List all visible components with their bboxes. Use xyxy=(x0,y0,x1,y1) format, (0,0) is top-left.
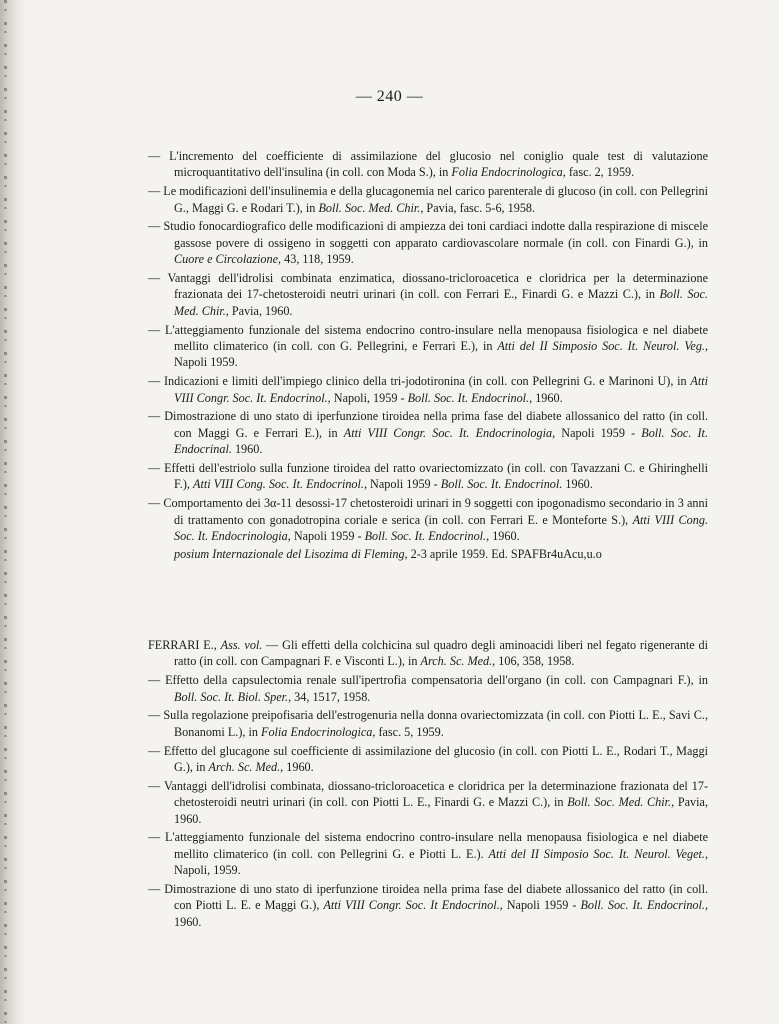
entry-lead: — xyxy=(148,322,166,337)
citation-journal: Cuore e Circolazione, xyxy=(174,252,282,267)
publication-entry xyxy=(148,270,708,319)
entry-lead: — xyxy=(148,461,165,476)
publication-entry xyxy=(148,707,708,740)
entry-lead: — xyxy=(148,496,164,511)
citation-journal: Arch. Sc. Med., xyxy=(420,654,496,669)
publication-entry xyxy=(148,829,708,878)
citation-journal: Atti VIII Congr. Soc. It. Endocrinologia, xyxy=(343,425,556,440)
entry-lead: — xyxy=(148,673,166,688)
publication-entry xyxy=(148,460,708,493)
entry-lead: — xyxy=(148,149,170,163)
citation-text: fasc. 2, 1959. xyxy=(565,165,635,180)
citation-text: Napoli 1959 - xyxy=(367,477,441,492)
entry-lead: — xyxy=(148,708,164,723)
citation-text: 43, 118, 1959. xyxy=(281,252,354,267)
citation-text: 106, 358, 1958. xyxy=(495,654,575,669)
author-role: Ass. vol. xyxy=(220,638,263,652)
citation-text: 1960. xyxy=(231,442,263,457)
entry-lead: — xyxy=(148,409,165,424)
citation-text: Gli effetti della colchicina sul quadro degli aminoacidi liberi nel fegato rigenerante di ratto (in coll. con Campagnari F. e Visconti L.), in xyxy=(174,638,709,669)
citation-text: Napoli 1959 - xyxy=(290,529,365,544)
citation-journal: Atti del II Simposio Soc. It. Neurol. Veget., xyxy=(488,846,708,861)
publication-list-section-2 xyxy=(148,637,708,933)
citation-text: Pavia, 1960. xyxy=(228,303,293,318)
citation-text: Napoli, 1959 - xyxy=(330,390,408,405)
publication-list-section-1 xyxy=(148,148,708,565)
citation-text: Pavia, fasc. 5-6, 1958. xyxy=(423,200,536,215)
publication-entry xyxy=(148,672,708,705)
citation-journal: Arch. Sc. Med., xyxy=(208,760,284,775)
citation-text: L'atteggiamento funzionale del sistema endocrino contro-insulare nella menopausa fisiologica e nel diabete mellito climaterico (in coll. con Pellegrini G. e Piotti L. E.). xyxy=(165,830,708,861)
publication-entry xyxy=(148,218,708,267)
citation-journal: Atti del II Simposio Soc. It. Neurol. Veg., xyxy=(497,339,709,354)
citation-journal: Folia Endocrinologica, xyxy=(451,165,566,180)
citation-text: 1960. xyxy=(489,529,520,544)
citation-text: L'atteggiamento funzionale del sistema endocrino contro-insulare nella menopausa fisiologica e nel diabete mellito climaterico (in coll. con G. Pellegrini, e Ferrari E.), in xyxy=(165,322,708,354)
entry-lead: FERRARI E., xyxy=(148,638,221,652)
citation-text: fasc. 5, 1959. xyxy=(375,724,444,739)
publication-entry xyxy=(148,743,708,776)
citation-text: Effetto della capsulectomia renale sull'ipertrofia compensatoria dell'organo (in coll. con Campagnari F.), in xyxy=(165,673,708,688)
publication-entry xyxy=(148,373,708,406)
entry-lead: — xyxy=(148,374,164,389)
citation-text: 1960. xyxy=(562,477,593,492)
publication-entry xyxy=(148,183,708,216)
citation-text: 1960. xyxy=(283,760,314,775)
citation-text: Comportamento dei 3α-11 desossi-17 chetosteroidi urinari in 9 soggetti con ipogonadismo secondario in 3 anni di trattamento con gonadotropina coriale e serica (in coll. con Ferrari E. e Monteforte S.), xyxy=(163,496,709,527)
citation-text: Studio fonocardiografico delle modificazioni di ampiezza dei toni cardiaci indotte dalla respirazione di miscele gassose povere di ossigeno in soggetti con apparato cardiovascolare normale (in coll. con Finardi G.), in xyxy=(163,219,709,250)
citation-text: 2-3 aprile 1959. Ed. SPAFBr4uAcu,u.o xyxy=(407,546,602,561)
citation-text: Le modificazioni dell'insulinemia e della glucagonemia nel carico parenterale di glucoso (in coll. con Pellegrini G., Maggi G. e Rodari T.), in xyxy=(163,184,709,215)
publication-entry xyxy=(148,322,708,371)
page-number: — 240 — xyxy=(355,88,424,105)
publication-entry xyxy=(148,148,708,181)
citation-journal: posium Internazionale del Lisozima di Fleming, xyxy=(174,546,408,561)
entry-lead: — xyxy=(148,882,165,897)
entry-lead: — xyxy=(148,830,166,845)
citation-text: Napoli 1959. xyxy=(174,355,238,370)
citation-text: Napoli 1959 - xyxy=(555,425,642,440)
citation-text: Effetto del glucagone sul coefficiente di assimilazione del glucosio (in coll. con Piotti L. E., Rodari T., Maggi G.), in xyxy=(163,743,708,775)
citation-text: 1960. xyxy=(532,390,563,405)
entry-lead: — xyxy=(148,271,168,286)
citation-text: L'incremento del coefficiente di assimilazione del glucosio nel coniglio quale test di valutazione microquantitativo dell'insulina (in coll. con Moda S.), in xyxy=(169,149,708,180)
citation-text: Vantaggi dell'idrolisi combinata, diossano-tricloroacetica e cloridrica per la determinazione frazionata del 17-chetosteroidi neutri urinari (in coll. con Piotti L. E., Finardi G. e Mazzi C.), in xyxy=(163,778,709,810)
scan-edge-shadow xyxy=(0,0,26,1024)
entry-lead: — xyxy=(148,743,164,758)
citation-journal: Boll. Soc. It. Endocrinol. xyxy=(440,477,563,492)
citation-journal: Folia Endocrinologica, xyxy=(261,724,376,739)
citation-text: Dimostrazione di uno stato di iperfunzione tiroidea nella prima fase del diabete allossanico del ratto (in coll. con Maggi G. e Ferrari E.), in xyxy=(164,409,708,440)
publication-entry xyxy=(148,408,708,457)
citation-journal: Boll. Soc. It. Endocrinal. xyxy=(174,425,708,457)
citation-journal: Boll. Soc. It. Endocrinol., xyxy=(364,529,490,544)
entry-lead-after: — xyxy=(262,638,283,652)
citation-text: Effetti dell'estriolo sulla funzione tiroidea del ratto ovariectomizzato (in coll. con Tavazzani C. e Ghiringhelli F.), xyxy=(164,461,708,492)
citation-text: 1960. xyxy=(174,914,202,929)
citation-journal: Atti VIII Congr. Soc. It. Endocrinol., xyxy=(174,374,708,405)
citation-journal: Boll. Soc. It. Endocrinol., xyxy=(407,390,533,405)
entry-lead: — xyxy=(148,778,164,793)
citation-text: Indicazioni e limiti dell'impiego clinico della tri-jodotironina (in coll. con Pellegrini G. e Marinoni U), in xyxy=(163,374,691,389)
citation-text: Napoli 1959 - xyxy=(502,898,581,913)
citation-text: Pavia, 1960. xyxy=(174,795,708,826)
citation-journal: Boll. Soc. It. Endocrinol., xyxy=(580,898,708,913)
citation-journal: Atti VIII Cong. Soc. It. Endocrinol., xyxy=(193,477,367,492)
publication-entry xyxy=(148,495,708,544)
citation-journal: Atti VIII Cong. Soc. It. Endocrinologia, xyxy=(174,512,708,544)
publication-entry xyxy=(148,881,708,930)
citation-journal: Boll. Soc. Med. Chir., xyxy=(174,287,708,318)
citation-journal: Boll. Soc. It. Biol. Sper., xyxy=(174,689,292,704)
stray-text-line xyxy=(148,546,708,562)
entry-lead: — xyxy=(148,184,164,199)
citation-journal: Atti VIII Congr. Soc. It Endocrinol., xyxy=(323,898,503,913)
entry-lead: — xyxy=(148,219,164,234)
publication-entry xyxy=(148,778,708,827)
citation-text: 34, 1517, 1958. xyxy=(291,689,371,704)
citation-text: Dimostrazione di uno stato di iperfunzione tiroidea nella prima fase del diabete allossanico del ratto (in coll. con Piotti L. E. e Maggi G.), xyxy=(164,882,708,913)
citation-text: Vantaggi dell'idrolisi combinata enzimatica, diossano-tricloroacetica e cloridrica per la determinazione frazionata dei 17-chetosteroidi neutri urinari (in coll. con Ferrari E., Finardi G. e Mazzi C.), in xyxy=(167,271,708,302)
citation-text: Napoli, 1959. xyxy=(174,863,241,878)
citation-journal: Boll. Soc. Med. Chir., xyxy=(567,795,675,810)
citation-text: Sulla regolazione preipofisaria dell'estrogenuria nella donna ovariectomizzata (in coll. con Piotti L. E., Savi C., Bonanomi L.), in xyxy=(163,708,709,739)
citation-journal: Boll. Soc. Med. Chir., xyxy=(318,200,424,215)
publication-entry xyxy=(148,637,708,670)
